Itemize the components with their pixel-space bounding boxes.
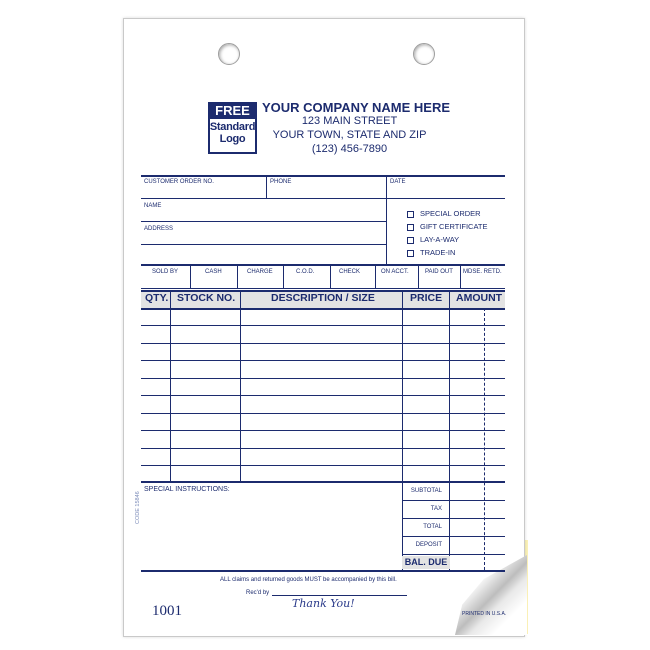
form-code: CODE 15846: [135, 491, 141, 524]
balance-due-label: BAL. DUE: [402, 556, 450, 569]
claims-notice: ALL claims and returned goods MUST be accompanied by this bill.: [220, 577, 397, 583]
cents-divider: [484, 308, 485, 570]
recd-by-label: Rec'd by: [246, 590, 270, 596]
phone-label: PHONE: [270, 179, 292, 185]
table-row: [141, 343, 505, 344]
form-number: 1001: [152, 603, 182, 619]
mdse-retd-label: MDSE. RETD.: [463, 269, 502, 275]
paid-out-label: PAID OUT: [425, 269, 453, 275]
checkbox-label: GIFT CERTIFICATE: [420, 222, 488, 231]
checkbox-icon: [407, 250, 414, 257]
table-row: [141, 378, 505, 379]
on-acct-label: ON ACCT.: [381, 269, 409, 275]
table-row: [141, 465, 505, 466]
thank-you-script: Thank You!: [292, 597, 355, 610]
recd-by-line: [272, 595, 407, 596]
logo-text: [208, 121, 257, 145]
punch-hole-left: [218, 43, 240, 65]
table-row: [141, 448, 505, 449]
divider: [375, 266, 376, 288]
checkbox-icon: [407, 211, 414, 218]
date-label: DATE: [390, 179, 406, 185]
checkbox-lay-a-way[interactable]: [407, 235, 459, 244]
checkbox-label: TRADE-IN: [420, 248, 456, 257]
sold-by-label: SOLD BY: [152, 269, 179, 275]
divider: [141, 570, 505, 572]
company-street: 123 MAIN STREET: [301, 115, 398, 127]
checkbox-icon: [407, 224, 414, 231]
punch-hole-right: [413, 43, 435, 65]
logo-line-1: Standard: [209, 121, 256, 133]
company-city: YOUR TOWN, STATE AND ZIP: [272, 129, 427, 141]
checkbox-label: LAY-A-WAY: [420, 235, 460, 244]
customer-order-label: CUSTOMER ORDER NO.: [144, 179, 214, 185]
divider: [402, 518, 505, 519]
company-phone: (123) 456-7890: [311, 143, 388, 155]
company-name: YOUR COMPANY NAME HERE: [262, 100, 451, 115]
divider: [141, 198, 505, 199]
subtotal-label: SUBTOTAL: [410, 488, 442, 494]
cod-label: C.O.D.: [296, 269, 315, 275]
rule-top: [141, 175, 505, 177]
cash-label: CASH: [205, 269, 222, 275]
name-label: NAME: [144, 203, 162, 209]
printed-in-usa: PRINTED IN U.S.A.: [462, 611, 507, 617]
checkbox-special-order[interactable]: [407, 209, 481, 218]
header-description: DESCRIPTION / SIZE: [271, 292, 375, 304]
table-row: [141, 360, 505, 361]
tax-label: TAX: [430, 506, 442, 512]
divider: [330, 266, 331, 288]
divider: [283, 266, 284, 288]
divider: [402, 554, 505, 555]
logo-line-2: Logo: [219, 133, 246, 145]
divider: [460, 266, 461, 288]
divider: [141, 264, 505, 266]
deposit-label: DEPOSIT: [415, 542, 442, 548]
header-amount: AMOUNT: [456, 292, 503, 304]
header-price: PRICE: [410, 292, 443, 304]
header-qty: QTY.: [145, 292, 169, 304]
divider: [141, 481, 505, 483]
total-label: TOTAL: [423, 524, 442, 530]
checkbox-label: SPECIAL ORDER: [420, 209, 481, 218]
table-row: [141, 430, 505, 431]
divider: [449, 290, 450, 570]
divider: [141, 288, 505, 289]
table-row: [141, 395, 505, 396]
table-row: [141, 413, 505, 414]
divider: [240, 290, 241, 482]
table-row: [141, 325, 505, 326]
header-stock: STOCK NO.: [177, 292, 236, 304]
address-label: ADDRESS: [144, 226, 174, 232]
divider: [141, 221, 386, 222]
checkbox-gift-certificate[interactable]: [407, 222, 488, 231]
divider: [418, 266, 419, 288]
check-label: CHECK: [339, 269, 361, 275]
divider: [266, 177, 267, 198]
logo-free: FREE: [208, 102, 257, 119]
divider: [141, 244, 386, 245]
divider: [402, 500, 505, 501]
divider: [386, 177, 387, 264]
divider: [190, 266, 191, 288]
divider: [402, 536, 505, 537]
checkbox-icon: [407, 237, 414, 244]
charge-label: CHARGE: [247, 269, 273, 275]
special-instructions-label: SPECIAL INSTRUCTIONS:: [144, 486, 230, 493]
divider: [170, 290, 171, 482]
divider: [237, 266, 238, 288]
checkbox-trade-in[interactable]: [407, 248, 455, 257]
